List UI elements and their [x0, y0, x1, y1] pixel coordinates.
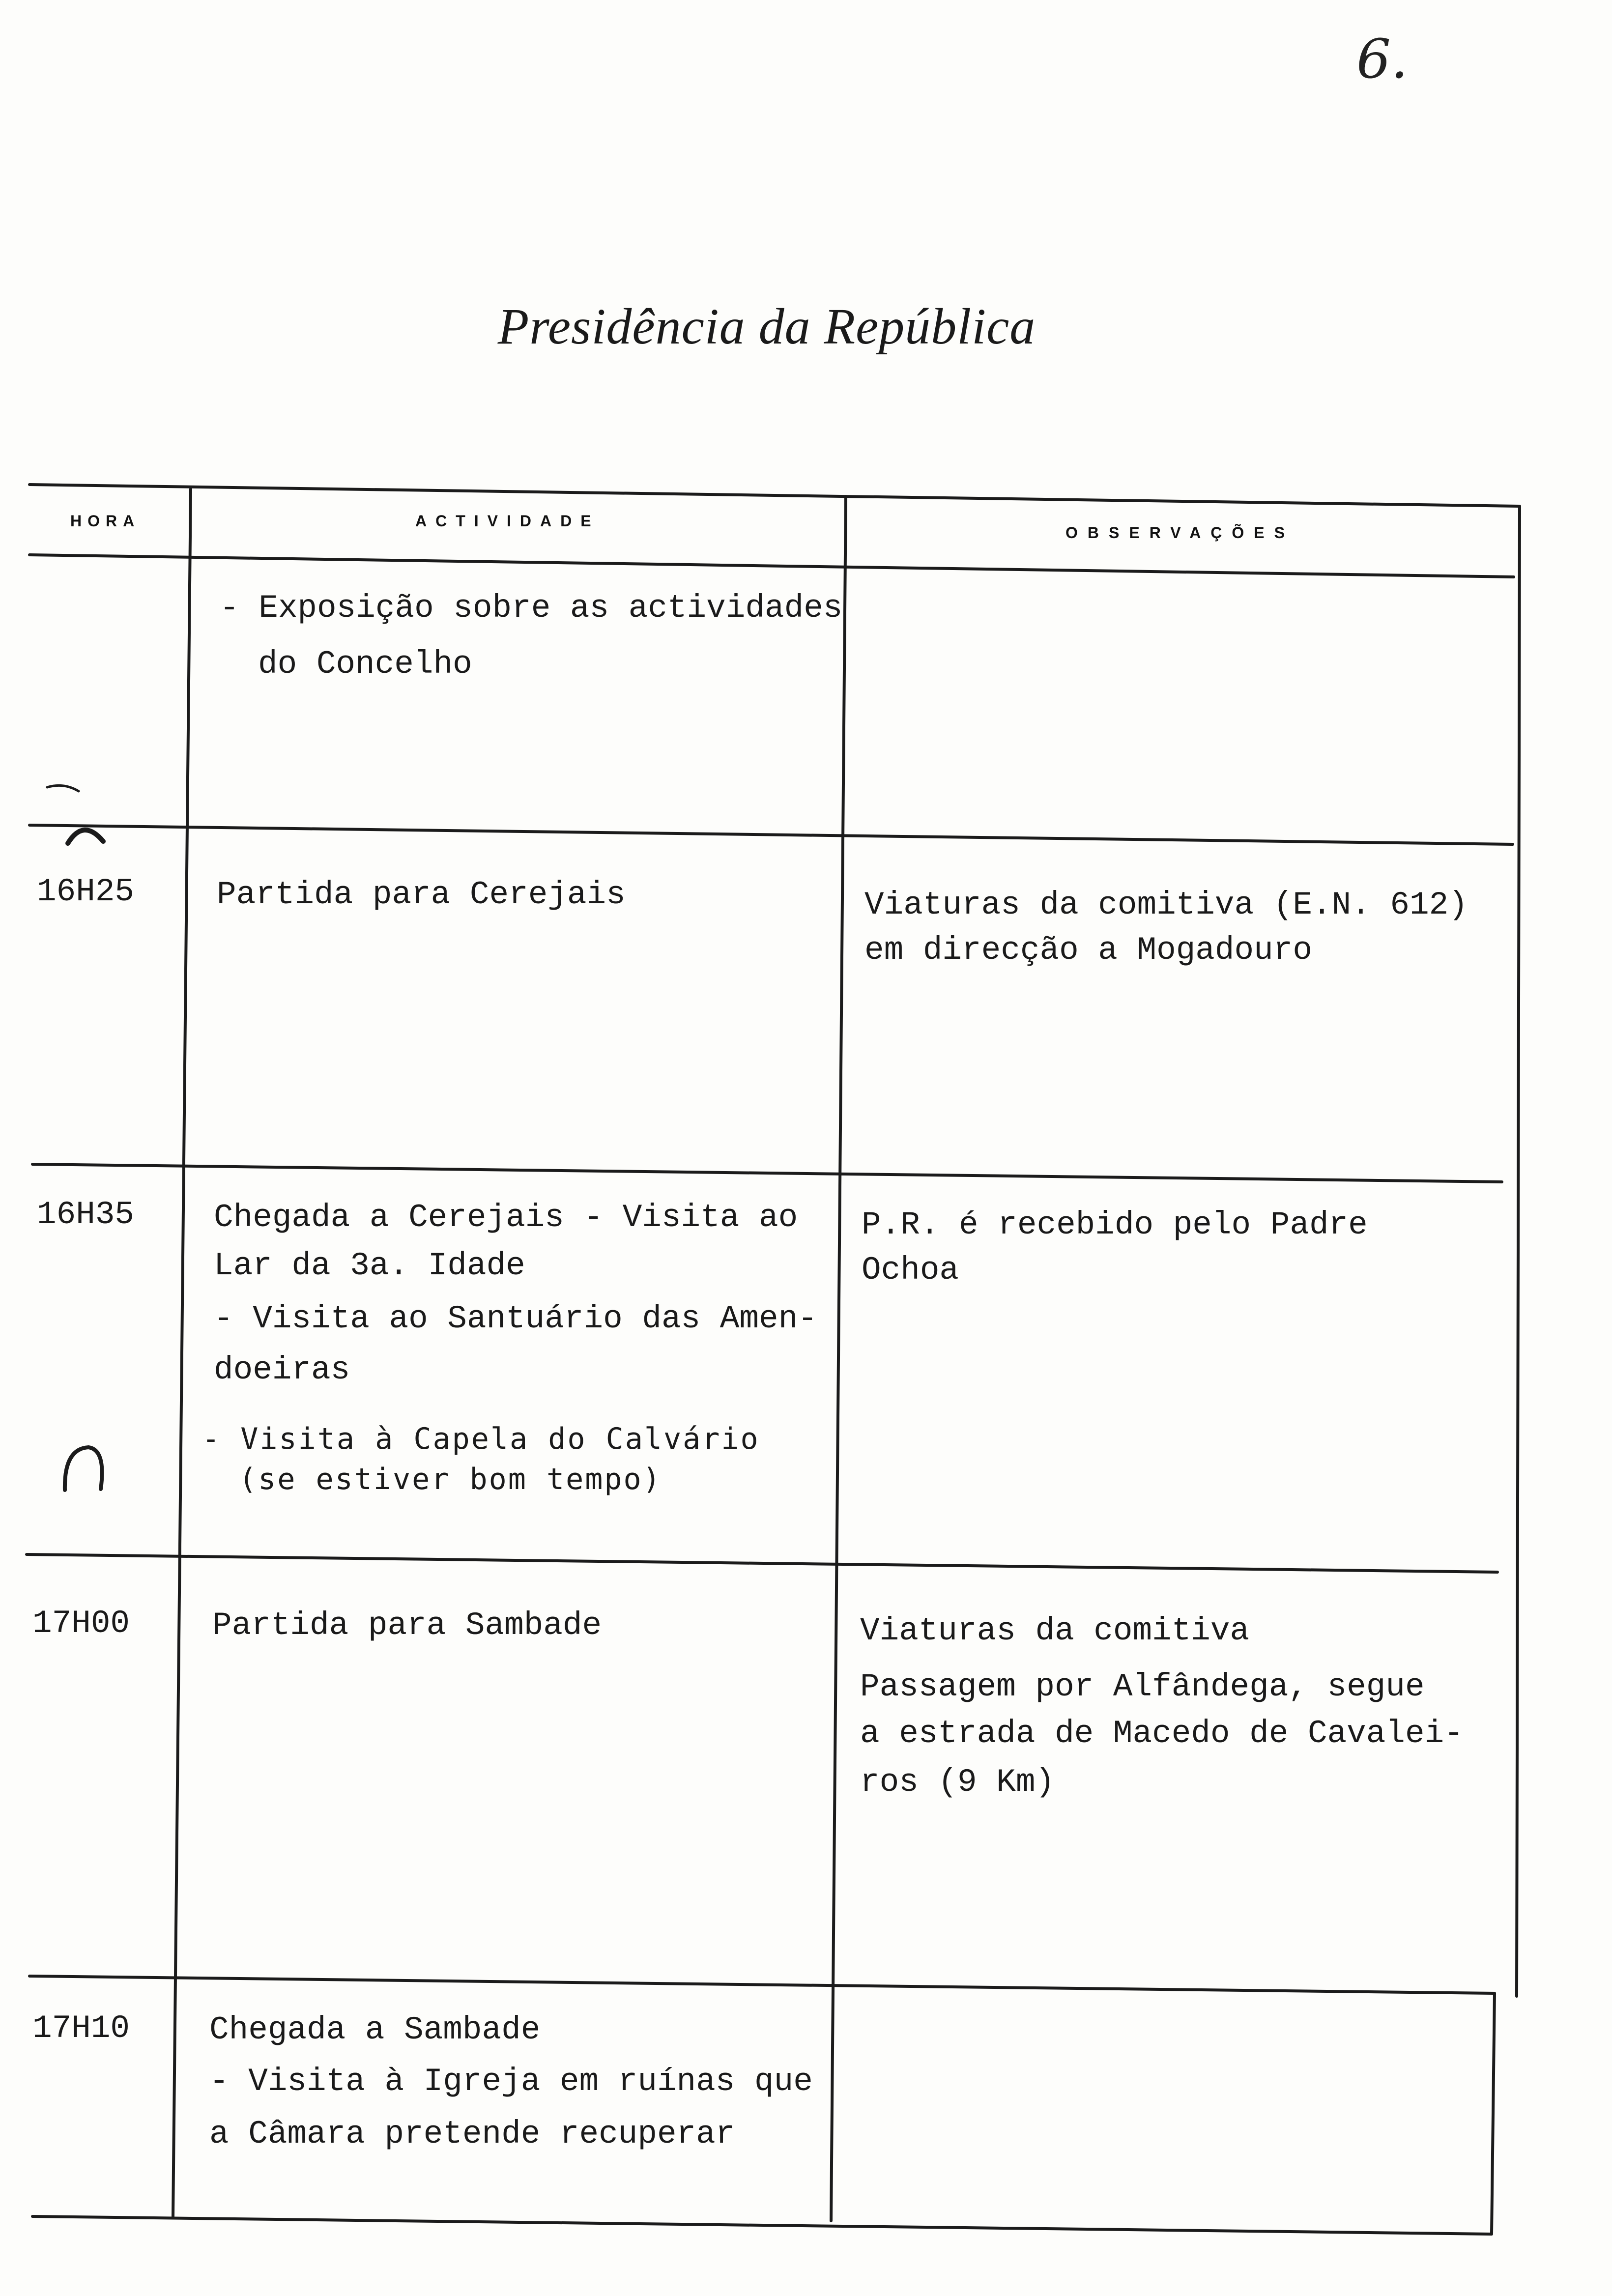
margin-pen-mark — [68, 830, 103, 843]
table-bottom-rule — [32, 2216, 1492, 2234]
margin-pen-mark — [65, 1447, 102, 1490]
observation-line: a estrada de Macedo de Cavalei- — [860, 1715, 1464, 1752]
row-time: 16H35 — [37, 1196, 135, 1233]
activity-line: doeiras — [214, 1351, 350, 1388]
observation-line: Passagem por Alfândega, segue — [860, 1668, 1425, 1705]
activity-line: Lar da 3a. Idade — [214, 1247, 525, 1284]
activity-line: Partida para Sambade — [212, 1607, 602, 1644]
row-time: 17H00 — [32, 1605, 130, 1642]
column-header-time: HORA — [70, 512, 141, 530]
table-top-rule — [29, 485, 1520, 506]
column-header-activity: ACTIVIDADE — [415, 512, 600, 530]
activity-line: a Câmara pretende recuperar — [209, 2116, 735, 2152]
observation-line: em direcção a Mogadouro — [864, 932, 1312, 969]
row-time: 17H10 — [32, 2010, 130, 2047]
letterhead-title: Presidência da República — [497, 298, 1036, 355]
activity-line: (se estiver bom tempo) — [239, 1462, 662, 1496]
column-header-observations: OBSERVAÇÕES — [1065, 524, 1295, 542]
observation-line: P.R. é recebido pelo Padre — [862, 1206, 1368, 1243]
activity-line: do Concelho — [258, 646, 472, 683]
activity-line: Partida para Cerejais — [217, 876, 626, 913]
table-right-border — [1517, 506, 1520, 1996]
row-time: 16H25 — [37, 873, 135, 910]
activity-line: Chegada a Cerejais - Visita ao — [214, 1199, 798, 1236]
observation-line: Ochoa — [862, 1252, 959, 1289]
activity-line: Chegada a Sambade — [209, 2011, 541, 2048]
header-bottom-rule — [29, 555, 1514, 577]
activity-line: - Visita à Capela do Calvário — [202, 1422, 760, 1456]
observation-line: Viaturas da comitiva — [860, 1612, 1250, 1649]
observation-line: ros (9 Km) — [860, 1764, 1055, 1801]
row-divider — [27, 1554, 1497, 1572]
observation-line: Viaturas da comitiva (E.N. 612) — [864, 887, 1468, 923]
activity-line: - Visita ao Santuário das Amen- — [214, 1300, 817, 1337]
margin-pen-mark — [47, 785, 79, 791]
column-divider-time — [173, 489, 191, 2216]
row-divider — [32, 1164, 1502, 1182]
table-right-border — [1492, 1993, 1495, 2234]
page-number: 6. — [1356, 28, 1408, 90]
activity-line: - Exposição sobre as actividades — [220, 590, 843, 627]
row-divider — [29, 1976, 1495, 1993]
column-divider-activity — [831, 496, 846, 2221]
activity-line: - Visita à Igreja em ruínas que — [209, 2063, 813, 2100]
row-divider — [29, 825, 1513, 844]
